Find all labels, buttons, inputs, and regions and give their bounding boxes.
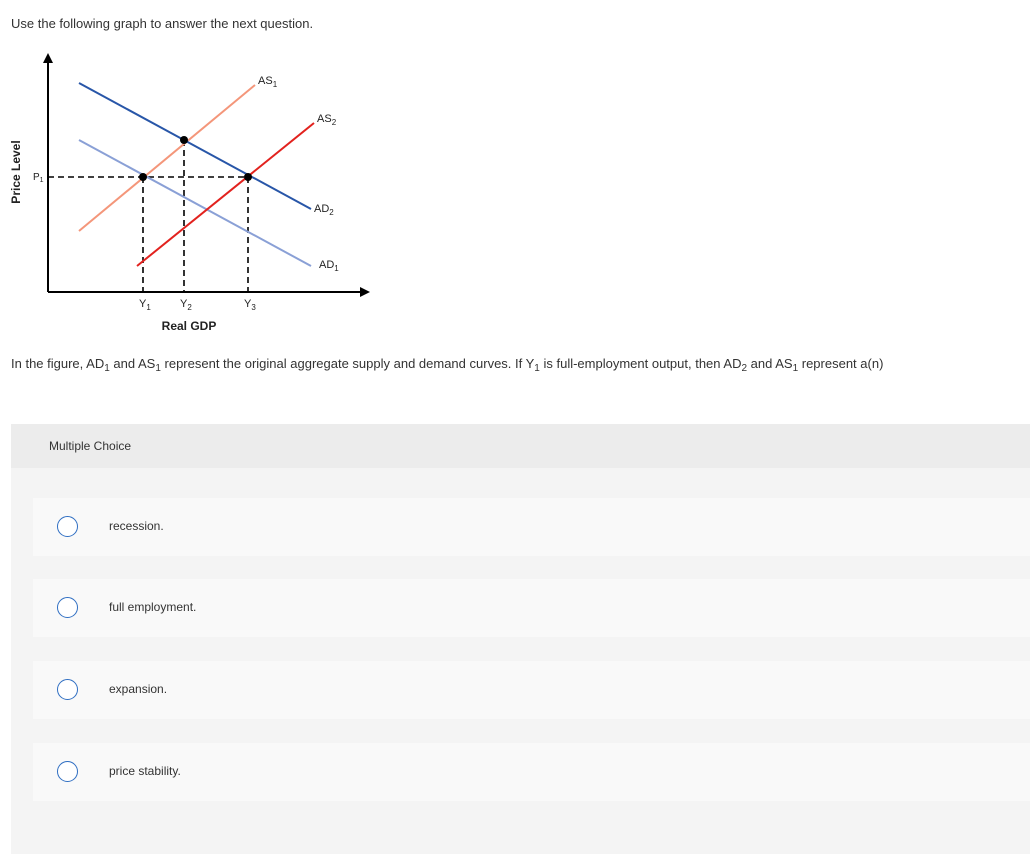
ad1-label: $AD_1$ <box>319 259 339 273</box>
y3-tick-label: $Y_3$ <box>244 298 256 312</box>
intro-text: Use the following graph to answer the next question. <box>11 16 314 31</box>
as2-label: $AS_2$ <box>317 113 337 127</box>
equilibrium-point-y2 <box>180 136 188 144</box>
y-axis-label: Price Level <box>9 140 23 204</box>
option-price-stability[interactable] <box>33 743 1030 801</box>
x-axis-arrow <box>360 287 370 297</box>
y-axis-arrow <box>43 53 53 63</box>
multiple-choice-panel <box>11 424 1030 854</box>
option-label: price stability. <box>109 764 181 778</box>
option-label: full employment. <box>109 600 197 614</box>
radio-button[interactable] <box>57 597 78 618</box>
ad2-label: $AD_2$ <box>314 203 334 217</box>
y2-tick-label: $Y_2$ <box>180 298 192 312</box>
option-label: expansion. <box>109 682 168 696</box>
as1-curve <box>79 85 255 231</box>
equilibrium-point-y3 <box>244 173 252 181</box>
as2-curve <box>137 123 314 266</box>
p1-label: $P_1$ <box>33 172 44 184</box>
multiple-choice-label: Multiple Choice <box>49 439 132 453</box>
equilibrium-point-y1 <box>139 173 147 181</box>
question-text: In the figure, $AD_1$ and $AS_1$ represent the original aggregate supply and demand curves. If $Y_1$ is full-employment output, then $AD_2$ and $AS_1$ represent a(n) <box>11 356 884 374</box>
as-ad-graph <box>0 40 400 340</box>
x-axis-label: Real GDP <box>161 319 217 333</box>
radio-button[interactable] <box>57 679 78 700</box>
multiple-choice-header <box>11 424 1030 468</box>
option-recession[interactable] <box>33 498 1030 556</box>
radio-button[interactable] <box>57 516 78 537</box>
option-label: recession. <box>109 519 164 533</box>
option-full-employment[interactable] <box>33 579 1030 637</box>
ad2-curve <box>79 83 311 209</box>
option-expansion[interactable] <box>33 661 1030 719</box>
y1-tick-label: $Y_1$ <box>139 298 151 312</box>
radio-button[interactable] <box>57 761 78 782</box>
as1-label: $AS_1$ <box>258 75 278 89</box>
